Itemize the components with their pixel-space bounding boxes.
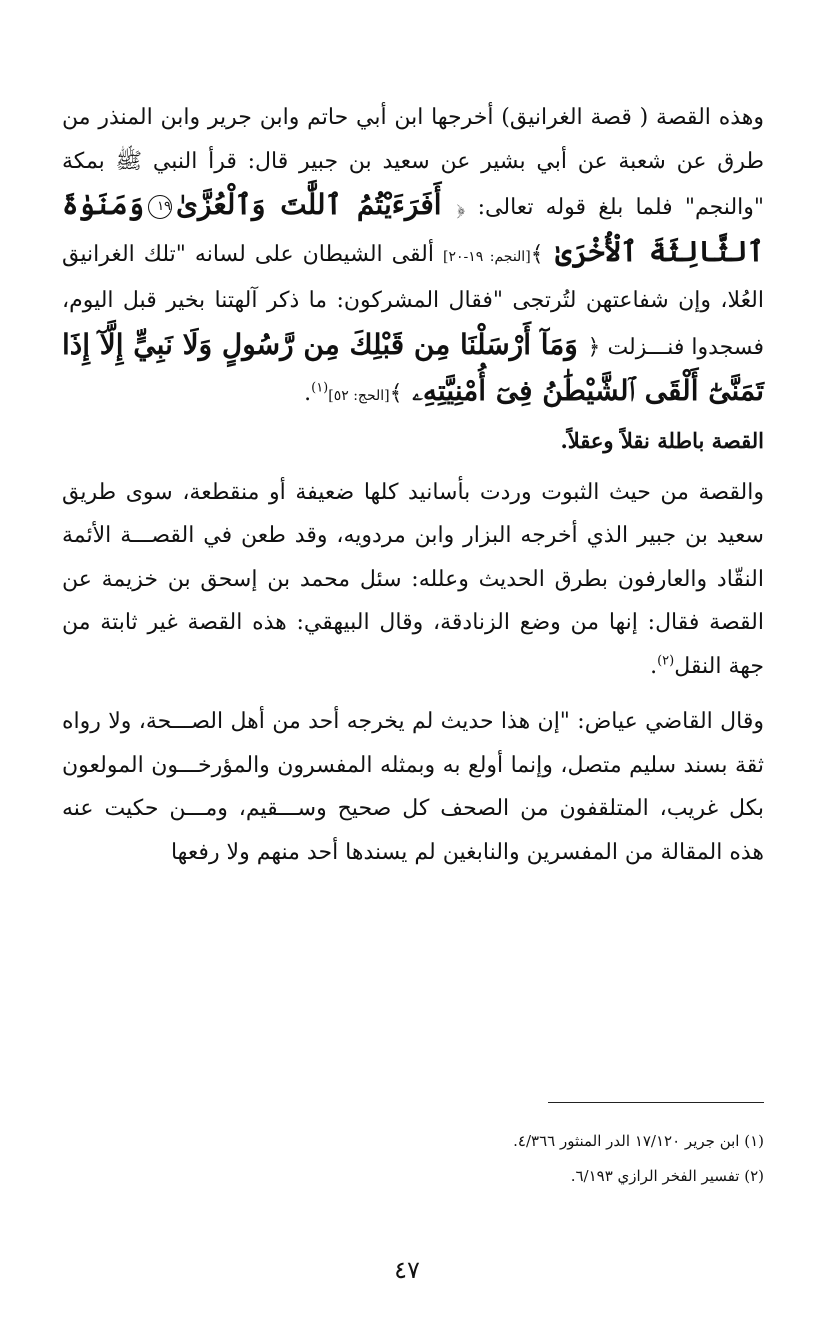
verse-open-ornament: ﴿ xyxy=(456,195,466,220)
ayah-number-badge: ١٩ xyxy=(148,195,172,219)
verse-najm-part-1: أَفَرَءَيْتُمُ ٱللَّٰتَ وَٱلْعُزَّىٰ xyxy=(176,188,442,221)
paragraph-1-continuation: ألقى الشيطان على لسانه "تلك الغرانيق العُلا، وإن شفاعتهن لتُرتجى "فقال المشركون: ما ذكر آلهتنا بخير قبل اليوم، فسجدوا فنـــزلت xyxy=(62,241,764,360)
footnote-marker-1[interactable]: (١) xyxy=(311,380,329,396)
footnote-2: (٢) تفسير الفخر الرازي ٦/١٩٣. xyxy=(570,1167,764,1185)
paragraph-3: وقال القاضي عياض: "إن هذا حديث لم يخرجه أحد من أهل الصـــحة، ولا رواه ثقة بسند سليم متصل، وإنما أولع به وبمثله المفسرون والمؤرخـــون المولعون بكل غريب، المتلقفون من الصحف كل صحيح وســـقيم، ومـــن حكيت عنه هذه المقالة من المفسرين والنابغين لم يسندها أحد منهم ولا رفعها xyxy=(62,709,764,865)
page-body xyxy=(62,96,764,874)
verse-najm-part-2: وَمَنَوٰةَ ٱلثَّالِثَةَ ٱلْأُخْرَىٰ xyxy=(62,188,764,268)
paragraph-1-intro: وهذه القصة ( قصة الغرانيق) أخرجها ابن أبي حاتم وابن جرير وابن المنذر من طرق عن شعبة عن أبي بشير عن سعيد بن جبير قال: قرأ النبي ﷺ بمكة "والنجم" فلما بلغ قوله تعالى: xyxy=(62,105,764,220)
verse-reference-hajj: [الحج: ٥٢] xyxy=(328,388,390,404)
footnotes xyxy=(64,1124,764,1194)
sentence-end: . xyxy=(304,381,312,406)
verse-open-ornament: ﴿ xyxy=(587,334,601,360)
footnote-separator xyxy=(548,1102,764,1103)
footnote-marker-2[interactable]: (٢) xyxy=(657,653,675,669)
sentence-end: . xyxy=(650,653,658,679)
paragraph-2-text: والقصة من حيث الثبوت وردت بأسانيد كلها ضعيفة أو منقطعة، سوى طريق سعيد بن جبير الذي أخرجه البزار وابن مردويه، وقد طعن في القصـــة الأئمة النقّاد والعارفون بطرق الحديث وعلله: سئل محمد بن إسحق بن خزيمة عن القصة فقال: إنها من وضع الزنادقة، وقال البيهقي: هذه القصة غير ثابتة من جهة النقل xyxy=(62,479,764,679)
verse-close-ornament: ﴾ xyxy=(389,381,403,406)
footnote-1: (١) ابن جرير ١٧/١٢٠ الدر المنثور ٤/٣٦٦. xyxy=(513,1132,764,1150)
page-number: ٤٧ xyxy=(394,1256,420,1284)
section-heading: القصة باطلة نقلاً وعقلاً. xyxy=(560,427,764,453)
verse-close-ornament: ﴾ xyxy=(530,241,544,267)
paragraph-1 xyxy=(62,96,764,419)
verse-hajj-text: وَمَآ أَرْسَلْنَا مِن قَبْلِكَ مِن رَّسُولٍ وَلَا نَبِيٍّ إِلَّآ إِذَا تَمَنَّىٰٓ أَلْقَى ٱلشَّيْطَٰنُ فِىٓ أُمْنِيَّتِهِۦ xyxy=(62,327,764,407)
verse-reference-najm: [النجم: ١٩-٢٠] xyxy=(442,248,531,265)
paragraph-2 xyxy=(62,471,764,689)
